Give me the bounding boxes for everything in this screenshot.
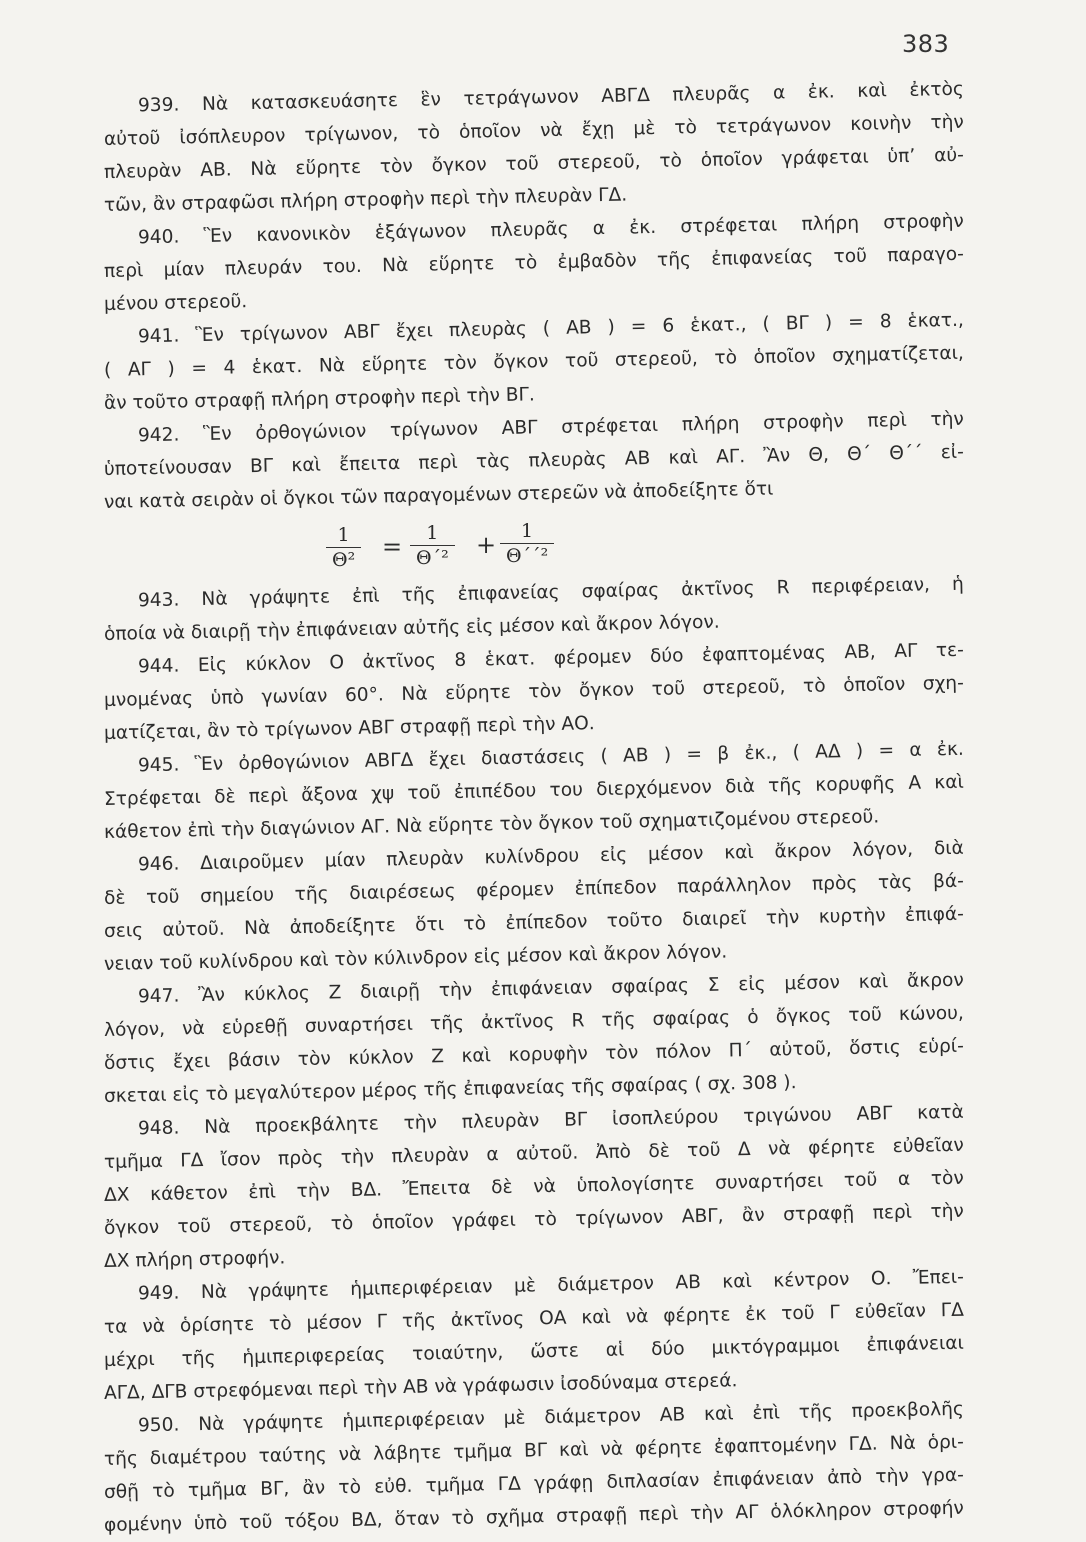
text-line: αὐτοῦ ἰσόπλευρον τρίγωνον, τὸ ὁποῖον νὰ ἔχῃ μὲ τὸ τετράγωνον κοινὴν τὴν <box>103 111 965 150</box>
text-line: ναι κατὰ σειρὰν οἱ ὄγκοι τῶν παραγομένων στερεῶν νὰ ἀποδείξητε ὅτι <box>103 478 774 513</box>
text-line: μνομένας ὑπὸ γωνίαν 60°. Νὰ εὕρητε τὸν ὄγκον τοῦ στερεοῦ, τὸ ὁποῖον σχη- <box>103 672 965 711</box>
text-line: δὲ τοῦ σημείου τῆς διαιρέσεως φέρομεν ἐπίπεδον παράλληλον πρὸς τὰς βά- <box>103 870 965 909</box>
text-line: ΔΧ κάθετον ἐπὶ τὴν ΒΔ. Ἔπειτα δὲ νὰ ὑπολογίσητε συναρτήσει τοῦ α τὸν <box>103 1167 965 1206</box>
page-number: 383 <box>902 30 950 58</box>
text-line: τῆς διαμέτρου ταύτης νὰ λάβητε τμῆμα ΒΓ καὶ νὰ φέρητε ἐφαπτομένην ΓΔ. Νὰ ὁρι- <box>103 1431 965 1470</box>
text-line: περὶ μίαν πλευράν του. Νὰ εὕρητε τὸ ἐμβαδὸν τῆς ἐπιφανείας τοῦ παραγο- <box>103 243 965 282</box>
text-line: 946. Διαιροῦμεν μίαν πλευρὰν κυλίνδρου εἰς μέσον καὶ ἄκρον λόγον, διὰ <box>137 837 965 876</box>
text-line: σθῇ τὸ τμῆμα ΒΓ, ἂν τὸ εὐθ. τμῆμα ΓΔ γράφῃ διπλασίαν ἐπιφάνειαν ἀπὸ τὴν γρα- <box>103 1464 965 1503</box>
fraction-theta-double-prime <box>500 519 554 568</box>
text-line: ὄγκον τοῦ στερεοῦ, τὸ ὁποῖον γράφει τὸ τρίγωνον ΑΒΓ, ἂν στραφῇ περὶ τὴν <box>103 1200 965 1239</box>
text-line: 947. Ἂν κύκλος Ζ διαιρῇ τὴν ἐπιφάνειαν σφαίρας Σ εἰς μέσον καὶ ἄκρον <box>137 969 965 1008</box>
text-line: ( ΑΓ ) = 4 ἑκατ. Νὰ εὕρητε τὸν ὄγκον τοῦ στερεοῦ, τὸ ὁποῖον σχηματίζεται, <box>103 342 965 381</box>
text-line: ΑΓΔ, ΔΓΒ στρεφόμεναι περὶ τὴν ΑΒ νὰ γράφωσιν ἰσοδύναμα στερεά. <box>103 1370 738 1404</box>
text-line: ὑποτείνουσαν ΒΓ καὶ ἔπειτα περὶ τὰς πλευρὰς ΑΒ καὶ ΑΓ. Ἂν Θ, Θ΄ Θ΄΄ εἰ- <box>103 441 965 480</box>
fraction-theta <box>326 523 361 572</box>
text-line: πλευρὰν ΑΒ. Νὰ εὕρητε τὸν ὄγκον τοῦ στερεοῦ, τὸ ὁποῖον γράφεται ὑπ’ αὐ- <box>103 144 965 183</box>
exercises-939-942 <box>103 78 965 519</box>
text-line: μέχρι τῆς ἡμιπεριφερείας τοιαύτην, ὥστε αἱ δύο μικτόγραμμοι ἐπιφάνειαι <box>103 1332 965 1371</box>
text-line: μένου στερεοῦ. <box>103 291 248 315</box>
text-line: τῶν, ἂν στραφῶσι πλήρη στροφὴν περὶ τὴν πλευρὰν ΓΔ. <box>103 184 628 216</box>
plus-sign: + <box>476 531 497 559</box>
text-line: 950. Νὰ γράψητε ἡμιπεριφέρειαν μὲ διάμετρον ΑΒ καὶ ἐπὶ τῆς προεκβολῆς <box>137 1398 965 1437</box>
text-line: κάθετον ἐπὶ τὴν διαγώνιον ΑΓ. Νὰ εὕρητε τὸν ὄγκον τοῦ σχηματιζομένου στερεοῦ. <box>103 806 880 843</box>
text-line: 939. Νὰ κατασκευάσητε ἓν τετράγωνον ΑΒΓΔ πλευρᾶς α ἐκ. καὶ ἐκτὸς <box>137 78 965 117</box>
text-line: 943. Νὰ γράψητε ἐπὶ τῆς ἐπιφανείας σφαίρας ἀκτῖνος R περιφέρειαν, ἡ <box>137 573 965 612</box>
text-line: ἂν τοῦτο στραφῇ πλήρη στροφὴν περὶ τὴν ΒΓ. <box>103 384 536 414</box>
text-line: λόγον, νὰ εὑρεθῇ συναρτήσει τῆς ἀκτῖνος R τῆς σφαίρας ὁ ὄγκος τοῦ κώνου, <box>103 1002 965 1041</box>
numerator: 1 <box>337 524 350 546</box>
text-line: 948. Νὰ προεκβάλητε τὴν πλευρὰν ΒΓ ἰσοπλεύρου τριγώνου ΑΒΓ κατὰ <box>137 1101 965 1140</box>
numerator: 1 <box>426 522 439 544</box>
denominator: Θ΄² <box>416 547 449 569</box>
text-line: τμῆμα ΓΔ ἴσον πρὸς τὴν πλευρὰν α αὐτοῦ. Ἀπὸ δὲ τοῦ Δ νὰ φέρητε εὐθεῖαν <box>103 1134 965 1173</box>
text-line: φομένην ὑπὸ τοῦ τόξου ΒΔ, ὅταν τὸ σχῆμα στραφῇ περὶ τὴν ΑΓ ὁλόκληρον στροφήν <box>103 1497 965 1536</box>
equals-sign: = <box>382 533 403 561</box>
fraction-theta-prime <box>410 521 455 570</box>
denominator: Θ² <box>332 549 356 571</box>
text-line: 949. Νὰ γράψητε ἡμιπεριφέρειαν μὲ διάμετρον ΑΒ καὶ κέντρον Ο. Ἔπει- <box>137 1266 965 1305</box>
numerator: 1 <box>521 520 534 542</box>
text-line: 945. Ἓν ὀρθογώνιον ΑΒΓΔ ἔχει διαστάσεις ( ΑΒ ) = β ἐκ., ( ΑΔ ) = α ἐκ. <box>137 738 965 777</box>
text-line: ΔΧ πλήρη στροφήν. <box>103 1247 286 1272</box>
text-line: ὅστις ἔχει βάσιν τὸν κύκλον Ζ καὶ κορυφὴν τὸν πόλον Π΄ αὐτοῦ, ὅστις εὑρί- <box>103 1035 965 1074</box>
text-line: ὁποία νὰ διαιρῇ τὴν ἐπιφάνειαν αὐτῆς εἰς μέσον καὶ ἄκρον λόγον. <box>103 611 720 645</box>
exercise-text <box>103 78 965 1542</box>
text-line: ματίζεται, ἂν τὸ τρίγωνον ΑΒΓ στραφῇ περὶ τὴν ΑΟ. <box>103 713 595 744</box>
text-line: 942. Ἓν ὀρθογώνιον τρίγωνον ΑΒΓ στρέφεται πλήρη στροφὴν περὶ τὴν <box>137 408 965 447</box>
text-line: τα νὰ ὁρίσητε τὸ μέσον Γ τῆς ἀκτῖνος ΟΑ καὶ νὰ φέρητε ἐκ τοῦ Γ εὐθεῖαν ΓΔ <box>103 1299 965 1338</box>
text-line: σκεται εἰς τὸ μεγαλύτερον μέρος τῆς ἐπιφανείας τῆς σφαίρας ( σχ. 308 ). <box>103 1072 797 1107</box>
exercises-943-950 <box>103 573 965 1542</box>
text-line: νειαν τοῦ κυλίνδρου καὶ τὸν κύλινδρον εἰς μέσον καὶ ἄκρον λόγον. <box>103 941 728 975</box>
text-line: 941. Ἓν τρίγωνον ΑΒΓ ἔχει πλευρὰς ( ΑΒ ) = 6 ἑκατ., ( ΒΓ ) = 8 ἑκατ., <box>137 309 965 348</box>
text-line: 944. Εἰς κύκλον Ο ἀκτῖνος 8 ἑκατ. φέρομεν δύο ἐφαπτομένας ΑΒ, ΑΓ τε- <box>137 639 965 678</box>
denominator: Θ΄΄² <box>506 545 549 567</box>
text-line: 940. Ἓν κανονικὸν ἑξάγωνον πλευρᾶς α ἐκ. στρέφεται πλήρη στροφὴν <box>137 210 965 249</box>
text-line: σεις αὐτοῦ. Νὰ ἀποδείξητε ὅτι τὸ ἐπίπεδον τοῦτο διαιρεῖ τὴν κυρτὴν ἐπιφά- <box>103 903 965 942</box>
text-line: Στρέφεται δὲ περὶ ἄξονα χψ τοῦ ἐπιπέδου του διερχόμενον διὰ τῆς κορυφῆς Α καὶ <box>103 771 965 810</box>
